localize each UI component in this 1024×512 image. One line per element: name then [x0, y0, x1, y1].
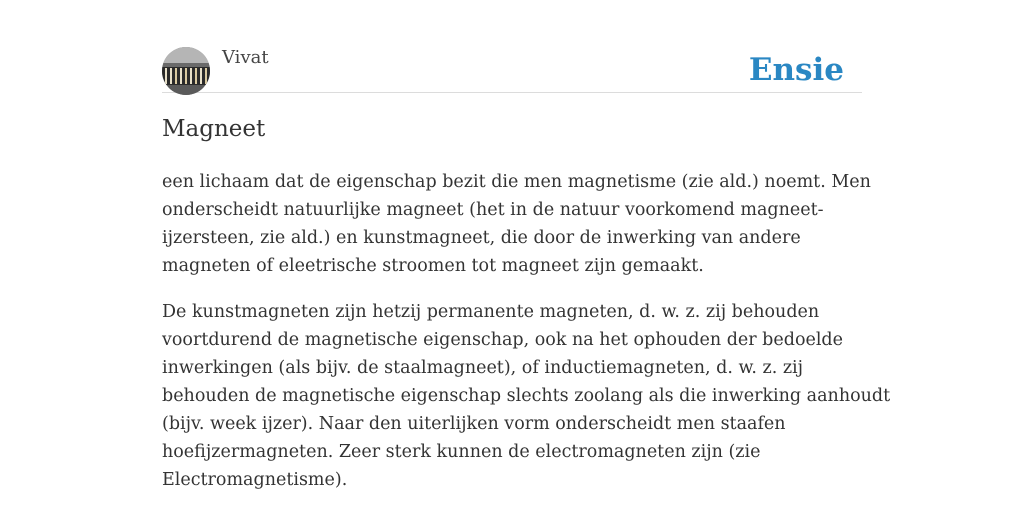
text-line: behouden de magnetische eigenschap slechts zoolang als die inwerking aanhoudt	[162, 386, 891, 406]
source-avatar[interactable]	[162, 47, 210, 95]
text-line: De kunstmagneten zijn hetzij permanente magneten, d. w. z. zij behouden	[162, 302, 820, 322]
text-line: ijzersteen, zie ald.) en kunstmagneet, die door de inwerking van andere	[162, 228, 801, 248]
source-name[interactable]: Vivat	[222, 47, 269, 68]
text-line: inwerkingen (als bijv. de staalmagneet), of inductiemagneten, d. w. z. zij	[162, 358, 804, 378]
text-line: een lichaam dat de eigenschap bezit die men magnetisme (zie ald.) noemt. Men	[162, 172, 871, 192]
text-line: voortdurend de magnetische eigenschap, ook na het ophouden der bedoelde	[162, 330, 843, 350]
paragraph	[162, 298, 891, 494]
text-line: Electromagnetisme).	[162, 470, 348, 490]
header	[162, 46, 862, 93]
article-title: Magneet	[162, 116, 266, 142]
article-body	[162, 168, 891, 512]
brand-logo[interactable]: Ensie	[748, 52, 844, 88]
book-spines-icon	[162, 47, 210, 95]
text-line: magneten of eleetrische stroomen tot magneet zijn gemaakt.	[162, 256, 704, 276]
paragraph	[162, 168, 871, 280]
text-line: onderscheidt natuurlijke magneet (het in de natuur voorkomend magneet-	[162, 200, 824, 220]
text-line: (bijv. week ijzer). Naar den uiterlijken vorm onderscheidt men staafen	[162, 414, 786, 434]
text-line: hoefijzermagneten. Zeer sterk kunnen de electromagneten zijn (zie	[162, 442, 761, 462]
